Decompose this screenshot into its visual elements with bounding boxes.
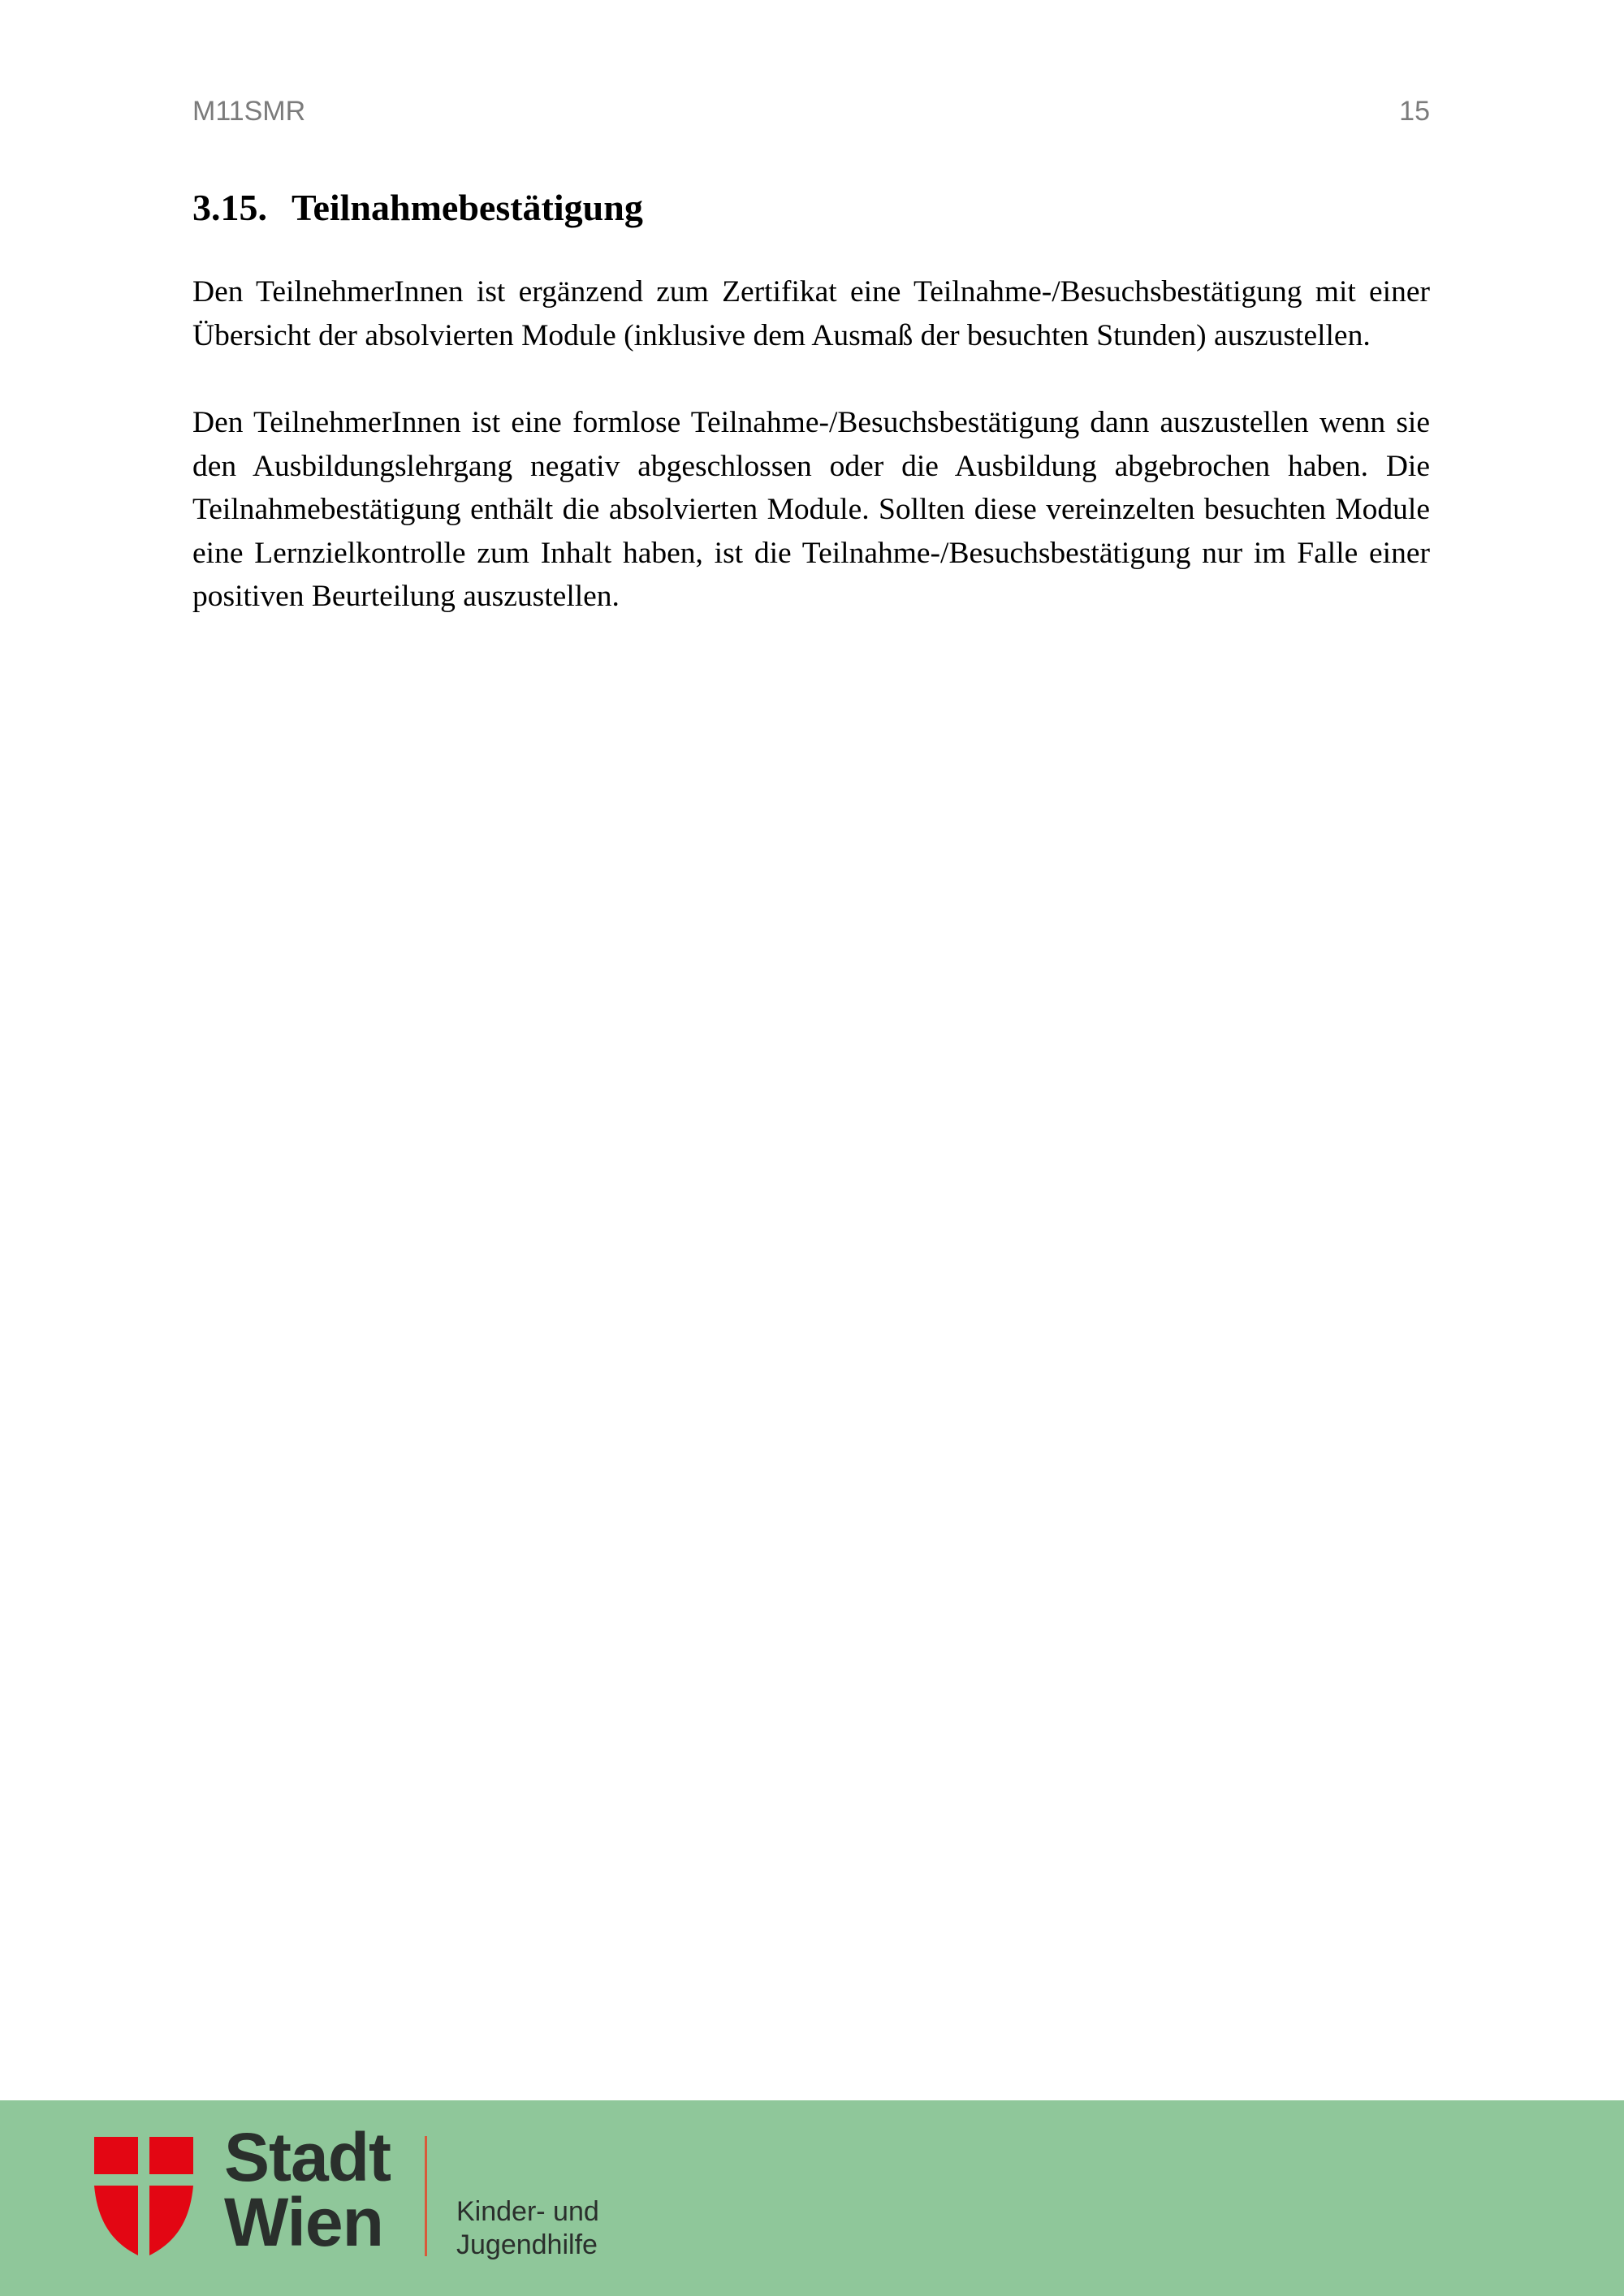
paragraph-2: Den TeilnehmerInnen ist eine formlose Teilnahme-/Besuchsbestätigung dann auszustellen wenn sie den Ausbildungslehrgang negativ abgeschlossen oder die Ausbildung abgebrochen haben. Die Teilnahmebestätigung enthält die absolvierten Module. Sollten diese vereinzelten besuchten Module eine Lernzielkontrolle zum Inhalt haben, ist die Teilnahme-/Besuchsbestätigung nur im Falle einer positiven Beurteilung auszustellen. [192,406,1430,614]
page-footer [0,2100,1624,2296]
wordmark-line-2: Wien [224,2184,383,2260]
page-number: 15 [1399,96,1430,127]
page-header [192,96,1430,136]
paragraph-1: Den TeilnehmerInnen ist ergänzend zum Zertifikat eine Teilnahme-/Besuchsbestätigung mit einer Übersicht der absolvierten Module (inklusive dem Ausmaß der besuchten Stunden) auszustellen. [192,275,1430,352]
page-content [192,185,1430,662]
section-number: 3.15. [192,187,267,228]
stadt-wien-wordmark [224,2119,391,2260]
department-line-1: Kinder- und [456,2196,599,2227]
section-title: Teilnahmebestätigung [292,187,643,228]
department-name [456,2195,599,2262]
document-code: M11SMR [192,96,306,127]
department-line-2: Jugendhilfe [456,2229,598,2260]
logo-divider [425,2136,427,2256]
section-heading [192,185,1430,230]
wordmark-line-1: Stadt [224,2119,391,2195]
vienna-coat-of-arms-icon [94,2137,193,2259]
